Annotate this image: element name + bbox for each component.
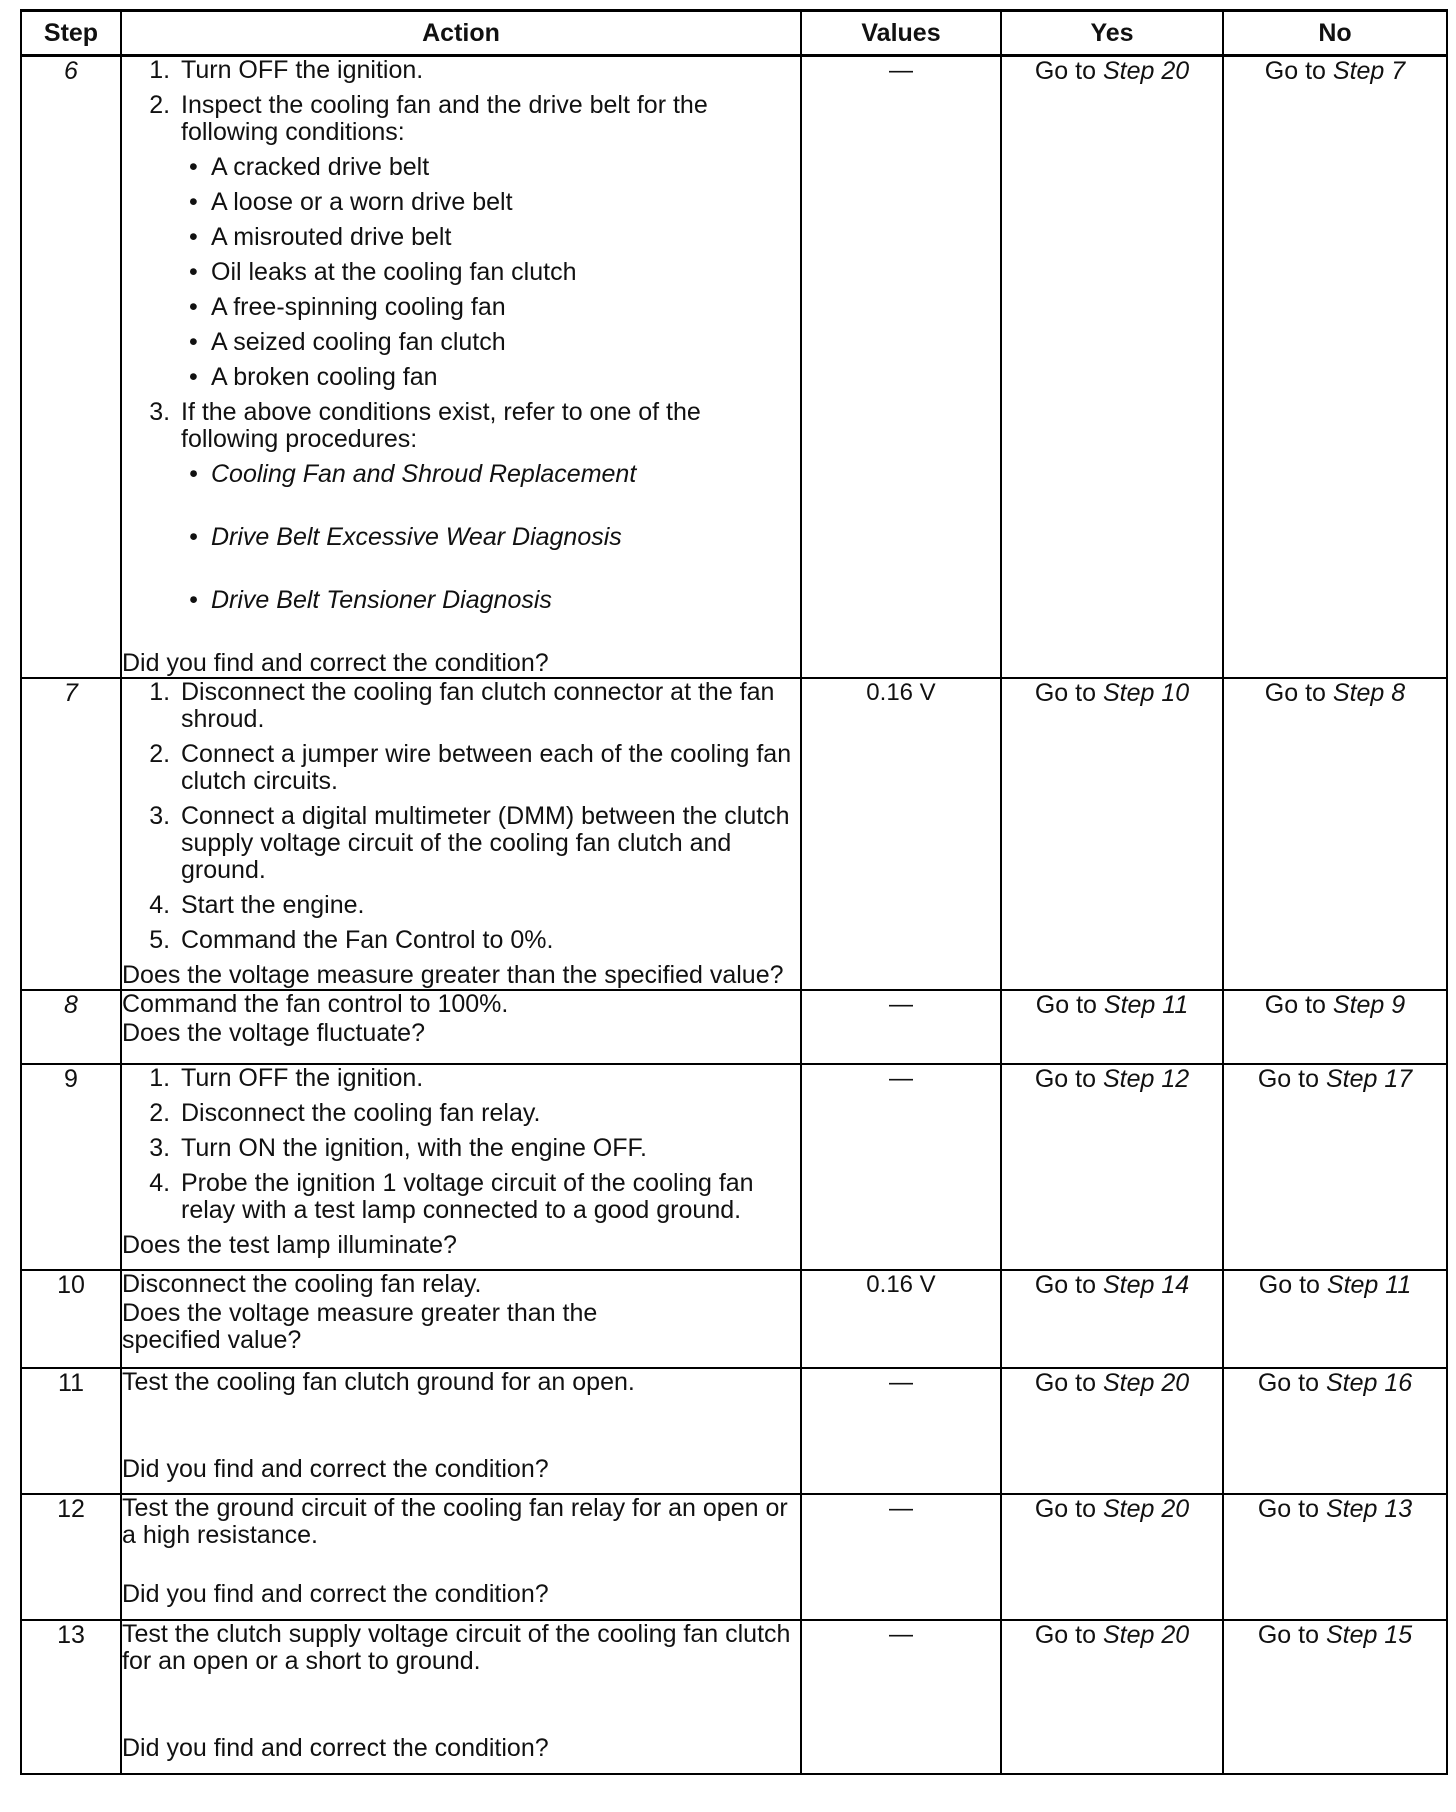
action-steps [122, 679, 800, 954]
value-cell: — [801, 1620, 1001, 1774]
header-no: No [1223, 11, 1447, 56]
table-row [21, 1064, 1447, 1270]
yes-step-link[interactable]: Step 12 [1102, 1065, 1190, 1093]
question-text: Does the voltage measure greater than the specified value? [122, 1299, 598, 1354]
step-number: 8 [21, 990, 121, 1064]
table-row [21, 1368, 1447, 1494]
no-cell [1223, 1270, 1447, 1368]
question-text: Did you find and correct the condition? [122, 649, 549, 677]
yes-cell [1001, 678, 1223, 990]
no-step-link[interactable]: Step 8 [1332, 679, 1406, 707]
action-step: 2. Disconnect the cooling fan relay. [177, 1100, 800, 1127]
no-step-link[interactable]: Step 9 [1332, 991, 1406, 1019]
action-cell [121, 1368, 801, 1494]
question-text: Did you find and correct the condition? [122, 1455, 549, 1483]
yes-cell [1001, 1494, 1223, 1620]
yes-cell [1001, 1368, 1223, 1494]
action-cell [121, 1620, 801, 1774]
no-cell [1223, 678, 1447, 990]
action-step: 3. Connect a digital multimeter (DMM) between the clutch supply voltage circuit of the cooling fan clutch and ground. [177, 803, 800, 884]
procedure-link[interactable]: • Drive Belt Excessive Wear Diagnosis [189, 524, 800, 551]
go-to-label: Go to [1034, 1495, 1096, 1523]
action-cell [121, 678, 801, 990]
go-to-label: Go to [1264, 991, 1326, 1019]
yes-step-link[interactable]: Step 20 [1102, 1621, 1190, 1649]
list-item: • Oil leaks at the cooling fan clutch [189, 259, 800, 286]
list-item: • A loose or a worn drive belt [189, 189, 800, 216]
table-row [21, 1494, 1447, 1620]
action-cell [121, 56, 801, 679]
go-to-label: Go to [1034, 1369, 1096, 1397]
procedure-link[interactable]: • Drive Belt Tensioner Diagnosis [189, 587, 800, 614]
action-text: Test the cooling fan clutch ground for an open. [122, 1368, 635, 1396]
list-item: • A misrouted drive belt [189, 224, 800, 251]
go-to-label: Go to [1257, 1065, 1319, 1093]
step-number: 11 [21, 1368, 121, 1494]
step-number: 6 [21, 56, 121, 679]
go-to-label: Go to [1034, 1621, 1096, 1649]
list-item: • A broken cooling fan [189, 364, 800, 391]
action-step: 4. Probe the ignition 1 voltage circuit of the cooling fan relay with a test lamp connected to a good ground. [177, 1170, 800, 1224]
no-step-link[interactable]: Step 11 [1326, 1271, 1412, 1299]
list-item: • A seized cooling fan clutch [189, 329, 800, 356]
procedure-list [181, 461, 800, 614]
step-number: 12 [21, 1494, 121, 1620]
yes-cell [1001, 1270, 1223, 1368]
value-cell: — [801, 990, 1001, 1064]
table-row [21, 1620, 1447, 1774]
question-text: Does the voltage fluctuate? [122, 1019, 425, 1047]
header-step: Step [21, 11, 121, 56]
action-cell [121, 990, 801, 1064]
header-action: Action [121, 11, 801, 56]
action-step: 1. Disconnect the cooling fan clutch connector at the fan shroud. [177, 679, 800, 733]
question-text: Does the test lamp illuminate? [122, 1231, 457, 1259]
question-text: Did you find and correct the condition? [122, 1580, 549, 1608]
go-to-label: Go to [1257, 1621, 1319, 1649]
action-step-text: If the above conditions exist, refer to one of the following procedures: [181, 398, 701, 453]
go-to-label: Go to [1034, 1271, 1096, 1299]
action-step: 5. Command the Fan Control to 0%. [177, 927, 800, 954]
yes-step-link[interactable]: Step 20 [1102, 57, 1190, 85]
step-number: 10 [21, 1270, 121, 1368]
go-to-label: Go to [1034, 57, 1096, 85]
action-step [177, 92, 800, 391]
action-step: 1. Turn OFF the ignition. [177, 57, 800, 84]
action-step: 2. Connect a jumper wire between each of the cooling fan clutch circuits. [177, 741, 800, 795]
step-number: 9 [21, 1064, 121, 1270]
table-row [21, 990, 1447, 1064]
no-step-link[interactable]: Step 17 [1325, 1065, 1413, 1093]
no-cell [1223, 1620, 1447, 1774]
no-cell [1223, 56, 1447, 679]
value-cell: 0.16 V [801, 678, 1001, 990]
action-text: Command the fan control to 100%. [122, 990, 509, 1018]
condition-list [181, 154, 800, 391]
action-steps [122, 57, 800, 614]
action-cell [121, 1494, 801, 1620]
table-row [21, 56, 1447, 679]
list-item: • A cracked drive belt [189, 154, 800, 181]
go-to-label: Go to [1264, 57, 1326, 85]
value-cell: — [801, 1494, 1001, 1620]
no-cell [1223, 1064, 1447, 1270]
go-to-label: Go to [1257, 1495, 1319, 1523]
action-text: Disconnect the cooling fan relay. [122, 1270, 482, 1298]
value-cell: 0.16 V [801, 1270, 1001, 1368]
no-step-link[interactable]: Step 16 [1325, 1369, 1413, 1397]
yes-step-link[interactable]: Step 10 [1102, 679, 1190, 707]
go-to-label: Go to [1034, 1065, 1096, 1093]
value-cell: — [801, 1064, 1001, 1270]
yes-step-link[interactable]: Step 20 [1102, 1495, 1190, 1523]
yes-step-link[interactable]: Step 20 [1102, 1369, 1190, 1397]
no-cell [1223, 1368, 1447, 1494]
question-text: Does the voltage measure greater than the specified value? [122, 961, 784, 989]
value-cell: — [801, 1368, 1001, 1494]
table-row [21, 1270, 1447, 1368]
header-yes: Yes [1001, 11, 1223, 56]
action-step-text: Inspect the cooling fan and the drive belt for the following conditions: [181, 91, 708, 146]
go-to-label: Go to [1035, 991, 1097, 1019]
procedure-link[interactable]: • Cooling Fan and Shroud Replacement [189, 461, 800, 488]
no-step-link[interactable]: Step 7 [1332, 57, 1406, 85]
no-cell [1223, 990, 1447, 1064]
action-step: 1. Turn OFF the ignition. [177, 1065, 800, 1092]
question-text: Did you find and correct the condition? [122, 1734, 549, 1762]
step-number: 13 [21, 1620, 121, 1774]
action-step: 3. Turn ON the ignition, with the engine OFF. [177, 1135, 800, 1162]
action-steps [122, 1065, 800, 1224]
value-cell: — [801, 56, 1001, 679]
table-row [21, 678, 1447, 990]
list-item: • A free-spinning cooling fan [189, 294, 800, 321]
yes-step-link[interactable]: Step 11 [1103, 991, 1189, 1019]
no-step-link[interactable]: Step 15 [1325, 1621, 1413, 1649]
action-text: Test the clutch supply voltage circuit of the cooling fan clutch for an open or a short to ground. [122, 1620, 791, 1675]
action-text: Test the ground circuit of the cooling fan relay for an open or a high resistance. [122, 1494, 788, 1549]
header-row [21, 11, 1447, 56]
no-cell [1223, 1494, 1447, 1620]
step-number: 7 [21, 678, 121, 990]
yes-cell [1001, 56, 1223, 679]
go-to-label: Go to [1258, 1271, 1320, 1299]
diagnostic-table [20, 9, 1448, 1775]
go-to-label: Go to [1257, 1369, 1319, 1397]
header-values: Values [801, 11, 1001, 56]
no-step-link[interactable]: Step 13 [1325, 1495, 1413, 1523]
go-to-label: Go to [1264, 679, 1326, 707]
action-step [177, 399, 800, 614]
action-cell [121, 1270, 801, 1368]
go-to-label: Go to [1034, 679, 1096, 707]
yes-cell [1001, 1064, 1223, 1270]
action-step: 4. Start the engine. [177, 892, 800, 919]
action-cell [121, 1064, 801, 1270]
yes-cell [1001, 1620, 1223, 1774]
yes-step-link[interactable]: Step 14 [1102, 1271, 1190, 1299]
yes-cell [1001, 990, 1223, 1064]
